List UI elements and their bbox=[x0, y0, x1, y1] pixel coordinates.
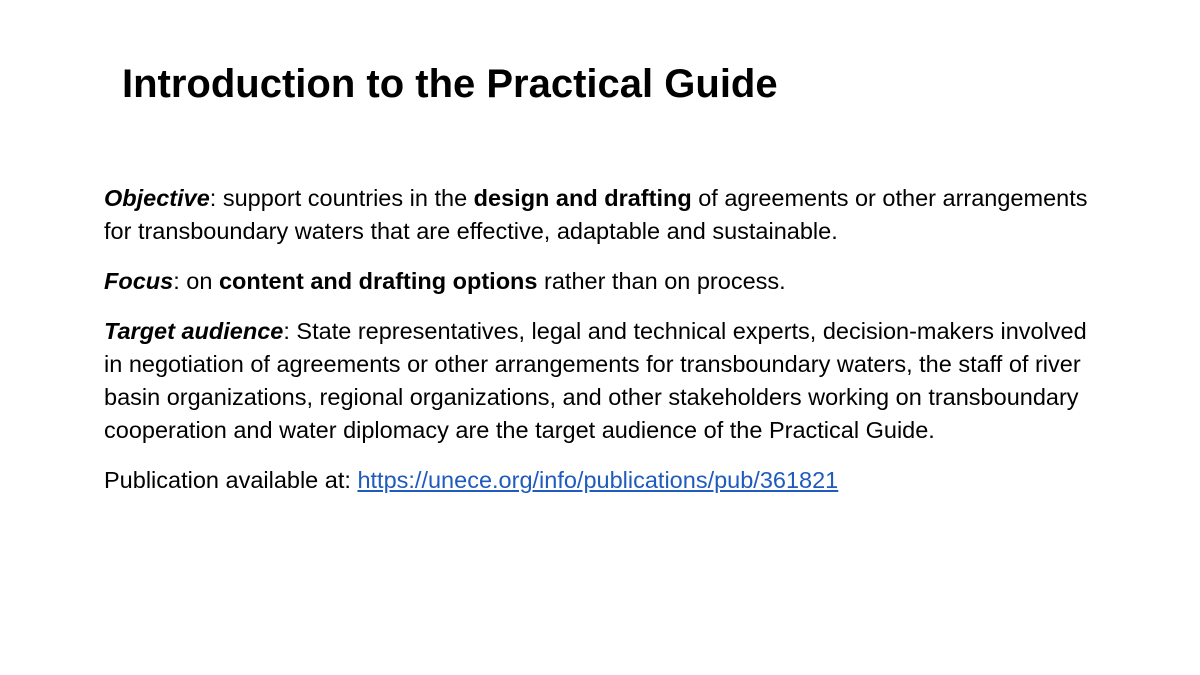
audience-paragraph bbox=[104, 315, 1104, 447]
focus-paragraph bbox=[104, 265, 1104, 298]
focus-rest: rather than on process. bbox=[537, 268, 786, 294]
objective-rest: of agreements or other arrangements for transboundary waters that are effective, adaptable and sustainable. bbox=[104, 185, 1088, 244]
publication-text: Publication available at: bbox=[104, 467, 358, 493]
objective-paragraph bbox=[104, 182, 1104, 248]
slide-title: Introduction to the Practical Guide bbox=[122, 62, 778, 106]
focus-label: Focus bbox=[104, 268, 174, 294]
focus-emphasis: content and drafting options bbox=[218, 268, 538, 294]
objective-label: Objective bbox=[104, 185, 210, 211]
focus-intro: : on bbox=[173, 268, 219, 294]
publication-link[interactable]: https://unece.org/info/publications/pub/361821 bbox=[357, 467, 839, 493]
objective-emphasis: design and drafting bbox=[473, 185, 692, 211]
objective-intro: : support countries in the bbox=[209, 185, 474, 211]
publication-paragraph bbox=[104, 464, 1104, 497]
audience-rest: : State representatives, legal and technical experts, decision-makers involved in negotiation of agreements or other arrangements for transboundary waters, the staff of river basin organizations, regional organizations, and other stakeholders working on transboundary cooperation and water diplomacy are the target audience of the Practical Guide. bbox=[104, 318, 1087, 443]
audience-label: Target audience bbox=[104, 318, 284, 344]
slide-body bbox=[104, 182, 1104, 514]
